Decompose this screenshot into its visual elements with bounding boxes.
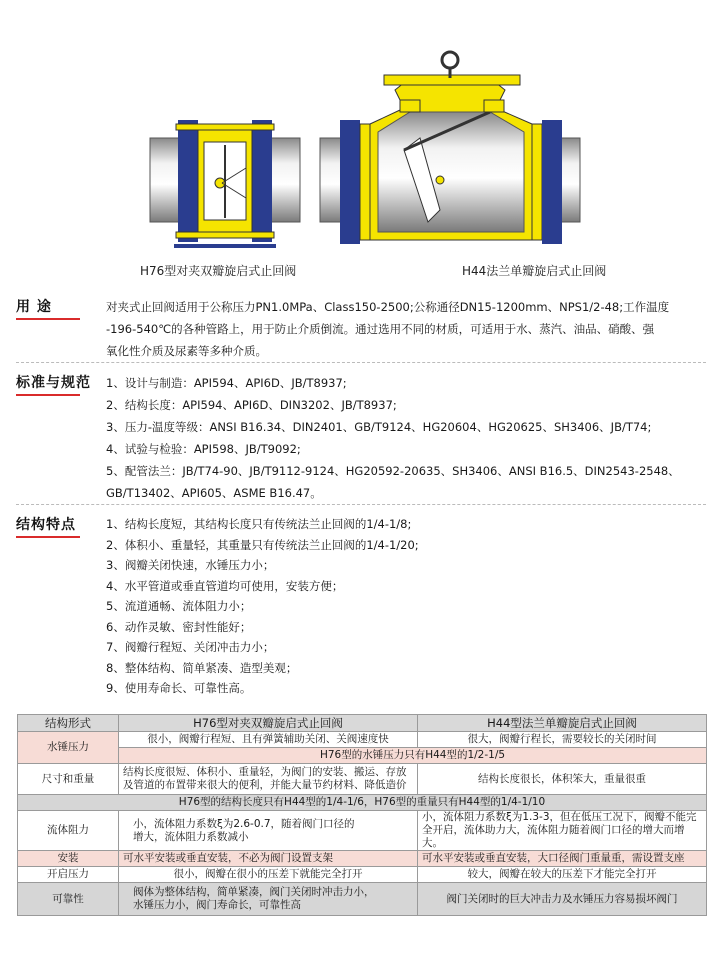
cell-line: 水锤压力小，阀门寿命长，可靠性高	[133, 899, 301, 911]
section-title: 用 途	[16, 299, 52, 315]
text-line: 5、流道通畅、流体阻力小；	[106, 599, 252, 613]
text-line: 4、水平管道或垂直管道均可使用，安装方便；	[106, 578, 344, 593]
table-header-row	[18, 715, 707, 732]
h44-cell: 很大，阀瓣行程长，需要较长的关闭时间	[418, 732, 707, 748]
header-cell: H44型法兰单瓣旋启式止回阀	[418, 715, 707, 732]
cell-line: 小，流体阻力系数ξ为2.6-0.7，随着阀门口径的	[133, 817, 355, 830]
text-line: 对夹式止回阀适用于公称压力PN1.0MPa、Class150-2500;公称通径DN15-1200mm、NPS1/2-48;工作温度	[106, 300, 670, 314]
text-line: 氧化性介质及尿素等多种介质。	[106, 344, 267, 358]
cell-line: 阀体为整体结构，简单紧凑，阀门关闭时冲击力小，	[133, 886, 375, 898]
row-label: 可靠性	[18, 883, 119, 916]
table-row	[18, 764, 707, 795]
text-line: 1、结构长度短，其结构长度只有传统法兰止回阀的1/4-1/8;	[106, 517, 412, 531]
section-usage	[16, 296, 706, 356]
h44-cell: 可水平安装或垂直安装，大口径阀门重量重，需设置支座	[418, 851, 707, 867]
header-cell: H76型对夹双瓣旋启式止回阀	[119, 715, 418, 732]
text-line: 7、阀瓣行程短、关闭冲击力小；	[106, 640, 275, 654]
text-line: 9、使用寿命长、可靠性高。	[106, 681, 252, 695]
h44-cell: 阀门关闭时的巨大冲击力及水锤压力容易损坏阀门	[418, 883, 707, 916]
section-standards	[16, 372, 706, 502]
section-body	[106, 296, 696, 362]
divider	[16, 504, 706, 505]
text-line: 6、动作灵敏、密封性能好；	[106, 619, 252, 634]
section-title: 结构特点	[16, 517, 76, 533]
row-label: 水锤压力	[18, 732, 119, 764]
text-line: 4、试验与检验：API598、JB/T9092;	[106, 442, 301, 456]
h44-cell: 较大，阀瓣在较大的压差下才能完全打开	[418, 867, 707, 883]
table-row	[18, 811, 707, 851]
cell-line: 小，流体阻力系数ξ为1.3-3，但在低压工况下，阀瓣不能完	[422, 811, 697, 823]
h44-cell	[418, 811, 707, 851]
table-row	[18, 795, 707, 811]
text-line: 2、体积小、重量轻，其重量只有传统法兰止回阀的1/4-1/20;	[106, 537, 419, 552]
text-line: 3、阀瓣关闭快速，水锤压力小；	[106, 558, 275, 572]
cell-line: 全开启，流体助力大，流体阻力随着阀门口径的增大而增大。	[422, 824, 685, 849]
header-cell: 结构形式	[18, 715, 119, 732]
table-row	[18, 883, 707, 916]
text-line: 2、结构长度：API594、API6D、DIN3202、JB/T8937;	[106, 398, 397, 412]
h76-cell: 很小，阀瓣在很小的压差下就能完全打开	[119, 867, 418, 883]
text-line: -196-540℃的各种管路上，用于防止介质倒流。通过选用不同的材质，可适用于水、蒸汽、油品、硝酸、强	[106, 322, 655, 336]
row-label: 开启压力	[18, 867, 119, 883]
text-line: 5、配管法兰：JB/T74-90、JB/T9112-9124、HG20592-20635、SH3406、ANSI B16.5、DIN2543-2548、	[106, 464, 680, 478]
section-body	[106, 372, 696, 504]
table-row	[18, 867, 707, 883]
h76-cell: 结构长度很短、体积小、重量轻，为阀门的安装、搬运、存放及管道的布置带来很大的便利，并能大量节约材料、降低造价	[119, 764, 418, 795]
text-line: 1、设计与制造：API594、API6D、JB/T8937;	[106, 376, 347, 390]
caption-h44: H44法兰单瓣旋启式止回阀	[462, 264, 607, 278]
caption-h76: H76型对夹双瓣旋启式止回阀	[140, 264, 297, 278]
divider	[16, 362, 706, 363]
section-title: 标准与规范	[16, 375, 91, 391]
section-body	[106, 514, 696, 699]
text-line: 3、压力-温度等级：ANSI B16.34、DIN2401、GB/T9124、HG20604、HG20625、SH3406、JB/T74;	[106, 420, 652, 434]
h76-cell	[119, 811, 418, 851]
summary-cell: H76型的结构长度只有H44型的1/4-1/6，H76型的重量只有H44型的1/4-1/10	[18, 795, 707, 811]
valve-drawings	[0, 0, 720, 290]
table-row	[18, 732, 707, 748]
title-underline	[16, 536, 80, 538]
section-features	[16, 514, 706, 704]
row-label: 安装	[18, 851, 119, 867]
h44-flanged-valve-drawing	[320, 52, 580, 244]
h76-cell	[119, 883, 418, 916]
title-underline	[16, 318, 80, 320]
table-row	[18, 851, 707, 867]
row-label: 流体阻力	[18, 811, 119, 851]
h76-wafer-valve-drawing	[150, 120, 300, 248]
title-underline	[16, 394, 80, 396]
comparison-table	[17, 714, 707, 916]
valve-illustration	[0, 0, 720, 290]
h44-cell: 结构长度很长，体积笨大，重量很重	[418, 764, 707, 795]
text-line: GB/T13402、API605、ASME B16.47。	[106, 486, 322, 500]
text-line: 8、整体结构、简单紧凑、造型美观；	[106, 660, 298, 675]
row-label: 尺寸和重量	[18, 764, 119, 795]
summary-cell: H76型的水锤压力只有H44型的1/2-1/5	[119, 748, 707, 764]
table-row	[18, 748, 707, 764]
h76-cell: 很小，阀瓣行程短、且有弹簧辅助关闭、关阀速度快	[119, 732, 418, 748]
cell-line: 增大，流体阻力系数减小	[133, 830, 249, 843]
h76-cell: 可水平安装或垂直安装，不必为阀门设置支架	[119, 851, 418, 867]
